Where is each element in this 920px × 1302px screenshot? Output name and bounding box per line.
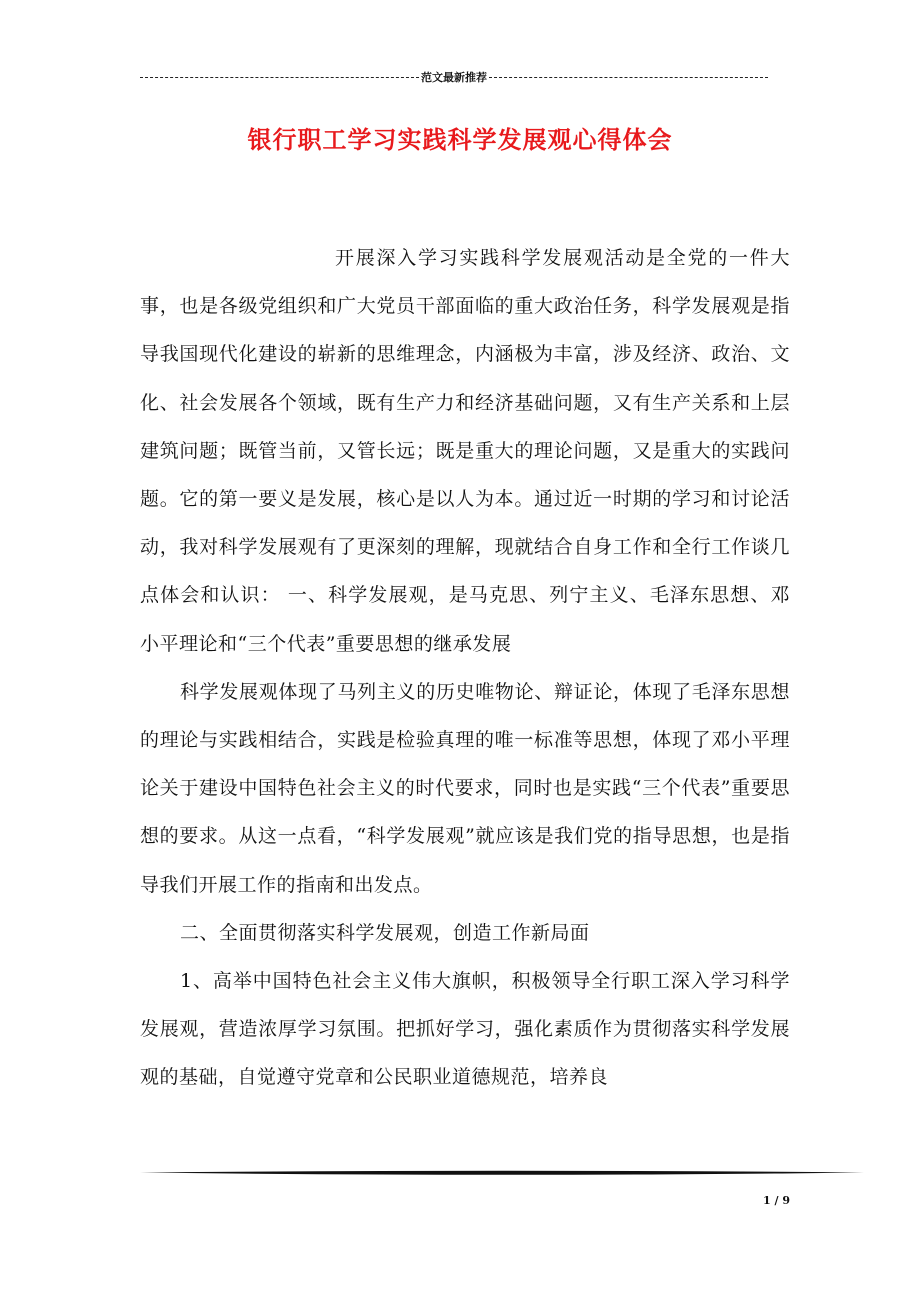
paragraph-4: 1、高举中国特色社会主义伟大旗帜，积极领导全行职工深入学习科学发展观，营造浓厚学习氛围。把抓好学习，强化素质作为贯彻落实科学发展观的基础，自觉遵守党章和公民职业道德规范，培养良 — [140, 970, 790, 1089]
header-dash-right — [489, 77, 768, 78]
paragraph-3: 二、全面贯彻落实科学发展观，创造工作新局面 — [180, 921, 590, 944]
page-number: 1 / 9 — [763, 1194, 790, 1207]
document-body — [140, 234, 790, 1102]
document-title: 银行职工学习实践科学发展观心得体会 — [247, 126, 673, 154]
header-dash-left — [140, 77, 419, 78]
page-header — [140, 68, 768, 86]
paragraph-1: 开展深入学习实践科学发展观活动是全党的一件大事，也是各级党组织和广大党员干部面临的重大政治任务，科学发展观是指导我国现代化建设的崭新的思维理念，内涵极为丰富，涉及经济、政治、文化、社会发展各个领域，既有生产力和经济基础问题，又有生产关系和上层建筑问题；既管当前，又管长远；既是重大的理论问题，又是重大的实践问题。它的第一要义是发展，核心是以人为本。通过近一时期的学习和讨论活动，我对科学发展观有了更深刻的理解，现就结合自身工作和全行工作谈几点体会和认识： 一、科学发展观，是马克思、列宁主义、毛泽东思想、邓小平理论和“三个代表”重要思想的继承发展 — [140, 247, 790, 655]
paragraph-2: 科学发展观体现了马列主义的历史唯物论、辩证论，体现了毛泽东思想的理论与实践相结合，实践是检验真理的唯一标准等思想，体现了邓小平理论关于建设中国特色社会主义的时代要求，同时也是实践“三个代表”重要思想的要求。从这一点看，“科学发展观”就应该是我们党的指导思想，也是指导我们开展工作的指南和出发点。 — [140, 680, 790, 896]
header-label: 范文最新推荐 — [421, 71, 487, 84]
footer-rule — [140, 1168, 864, 1178]
footer-rule-shape — [140, 1168, 864, 1178]
